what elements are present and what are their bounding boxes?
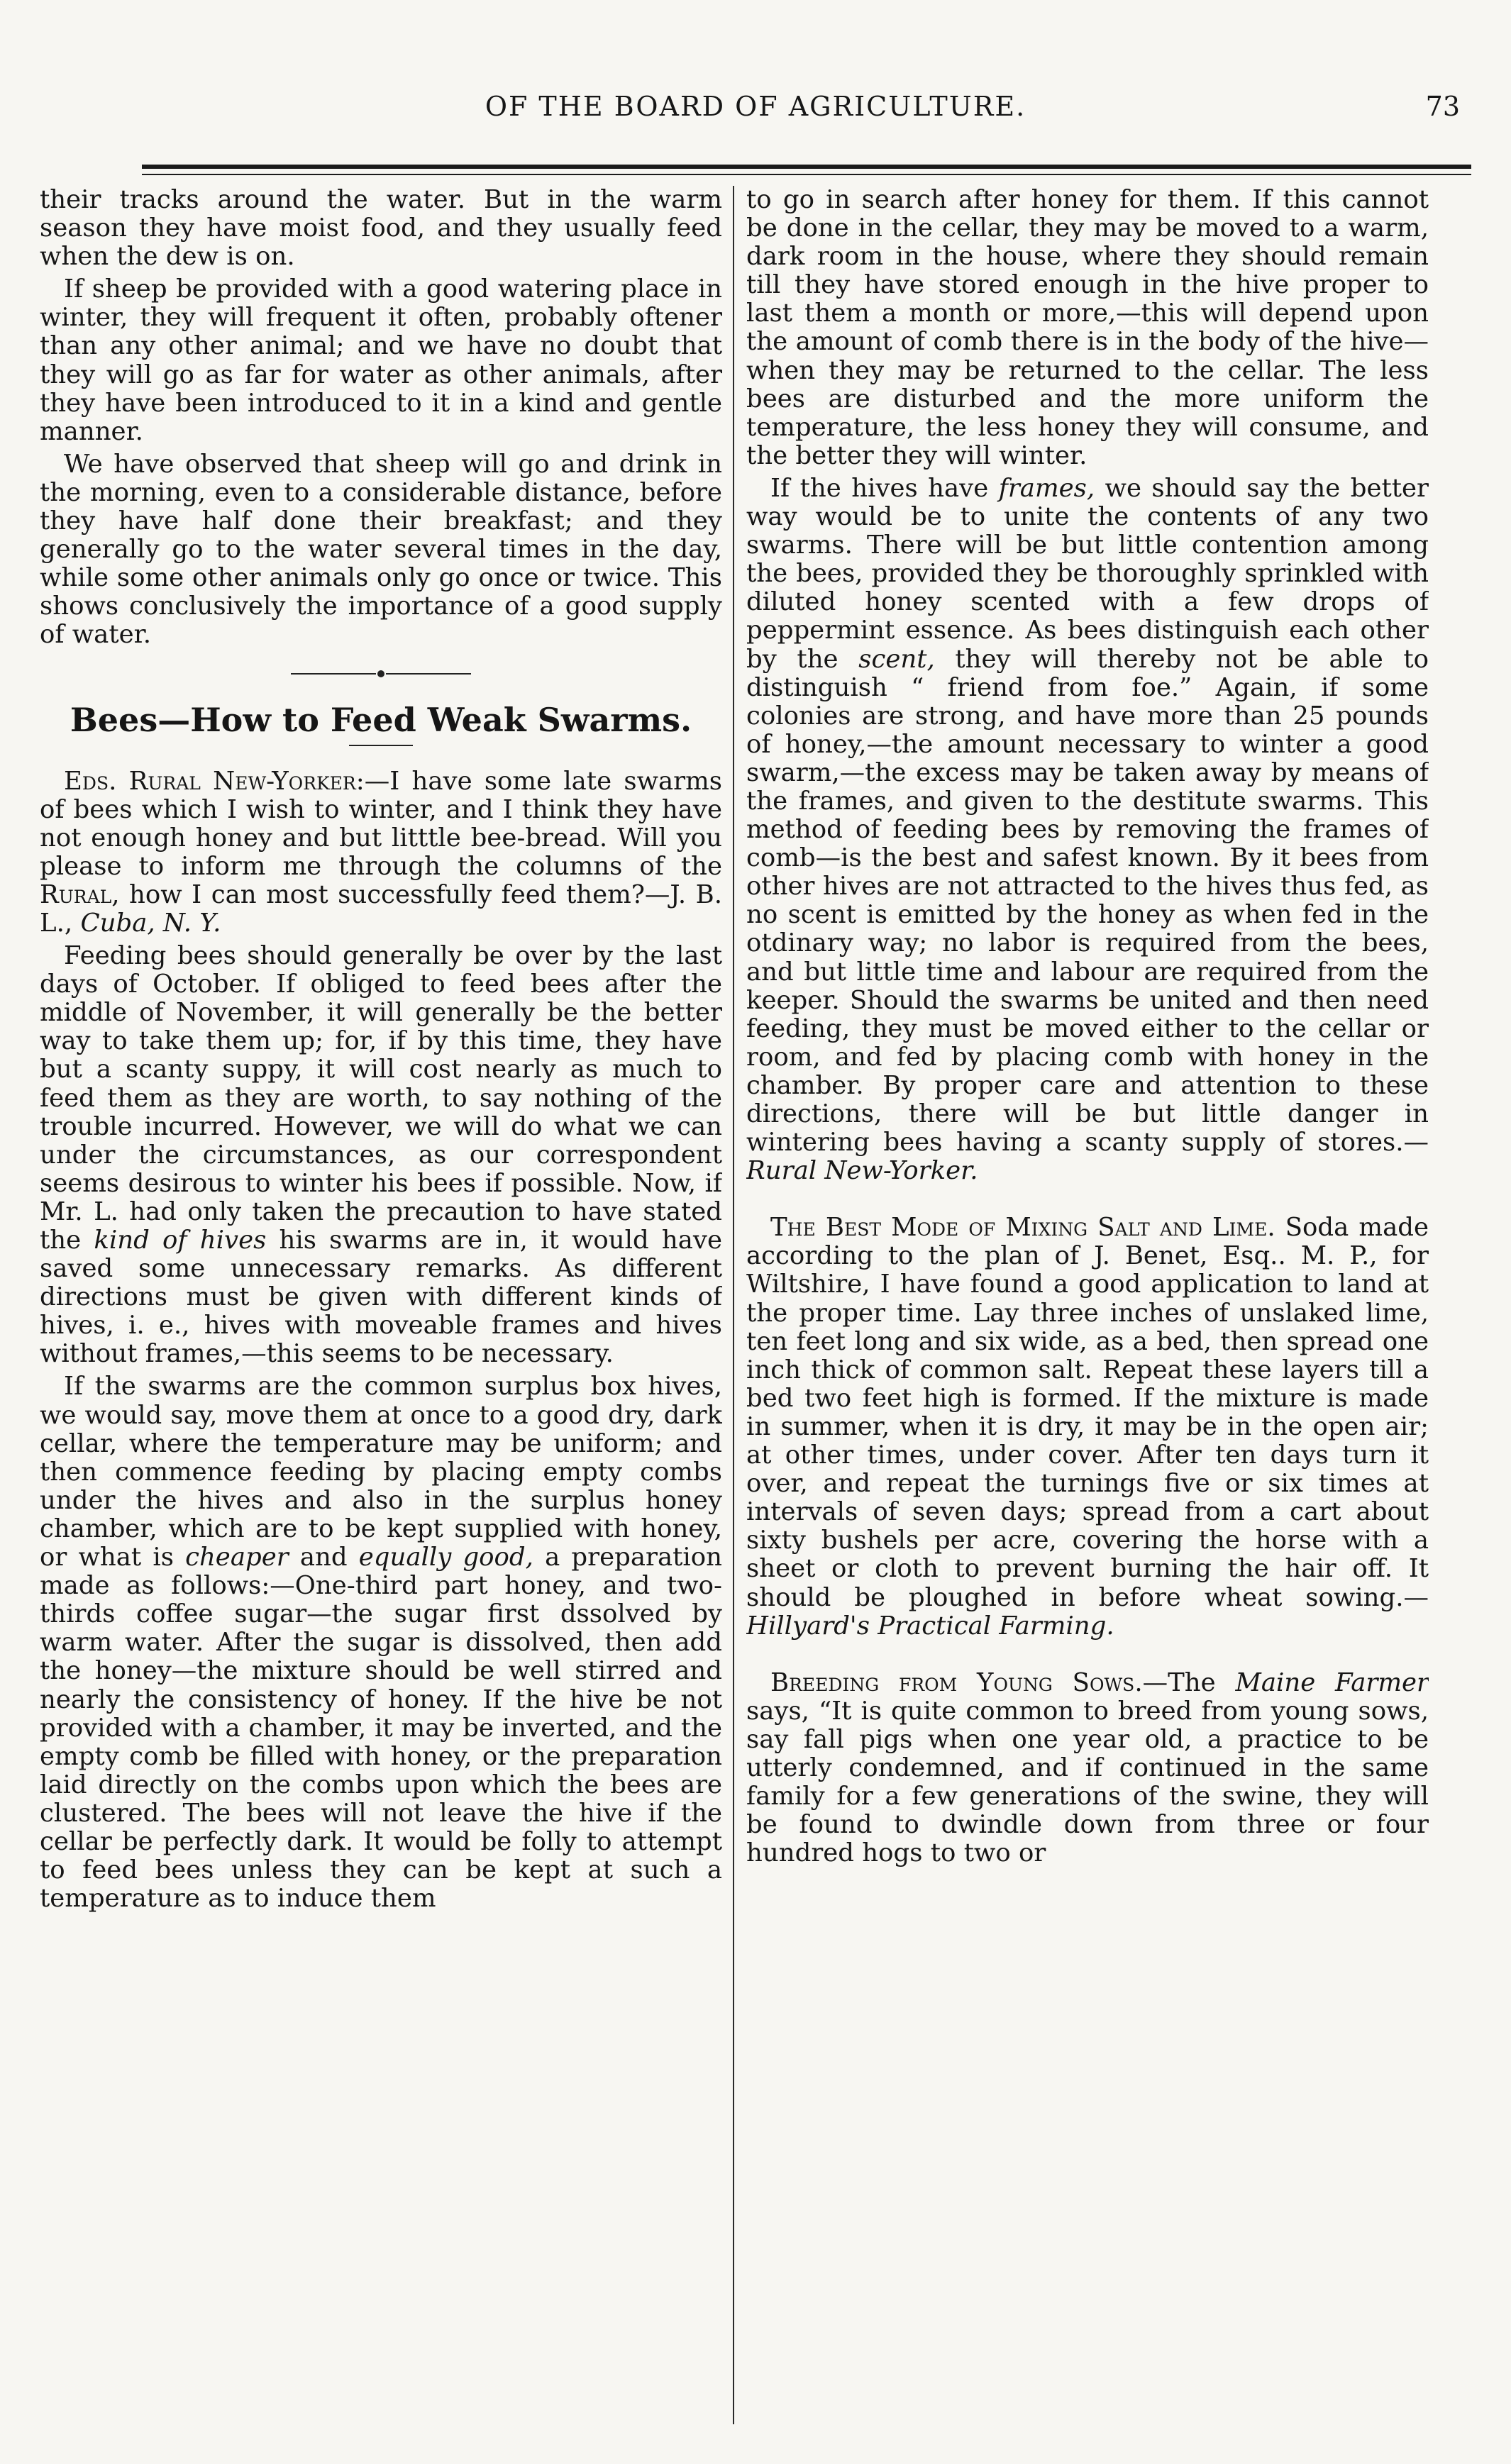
- salt-lime-paragraph: The Best Mode of Mixing Salt and Lime. Soda made according to the plan of J. Benet, Esq.. M. P., for Wiltshire, I have found a good application to land at the proper time. Lay three inches of unslaked lime, ten feet long and six wide, as a bed, then spread one inch thick of common salt. Repeat these layers till a bed two feet high is formed. If the mixture is made in summer, when it is dry, it may be in the open air; at other times, under cover. After ten days turn it over, and repeat the turnings five or six times at intervals of seven days; spread from a cart about sixty bushels per acre, covering the horse with a sheet or cloth to prevent burning the hair off. It should be ploughed in before wheat sowing.—Hillyard's Practical Farming.: [746, 1213, 1429, 1641]
- equally-good-em: equally good,: [358, 1543, 533, 1572]
- hillyard-source: Hillyard's Practical Farming.: [746, 1611, 1114, 1641]
- salt-lime-heading: The Best Mode of Mixing Salt and Lime.: [770, 1213, 1275, 1243]
- right-column: [746, 186, 1429, 2427]
- letter-rural: Rural: [40, 879, 112, 909]
- frames-em: frames,: [998, 473, 1095, 503]
- bees-paragraph-4: If the hives have frames, we should say the better way would be to unite the contents of any two swarms. There will be but little contention among the bees, provided they be thoroughly sprinkled with diluted honey scented with a few drops of peppermint essence. As bees distinguish each other by the scent, they will thereby not be able to distinguish “ friend from foe.” Again, if some colonies are strong, and have more than 25 pounds of honey,—the amount necessary to winter a good swarm,—the excess may be taken away by means of the frames, and given to the destitute swarms. This method of feeding bees by removing the frames of comb—is the best and safest known. By it bees from other hives are not attracted to the hives thus fed, as no scent is emitted by the honey as when fed in the otdinary way; no labor is required from the bees, and but little time and labour are required from the keeper. Should the swarms be united and then need feeding, they must be moved either to the cellar or room, and fed by placing comb with honey in the chamber. By proper care and attention to these directions, there will be but little danger in wintering bees having a scanty supply of stores.—Rural New-Yorker.: [746, 473, 1429, 1186]
- scent-em: scent,: [858, 644, 935, 674]
- page-number: 73: [1425, 91, 1460, 122]
- sheep-paragraph-3: We have observed that sheep will go and drink in the morning, even to a considerable distance, before they have half done their breakfast; and they generally go to the water several times in the day, while some other animals only go once or twice. This shows conclusively the importance of a good supply of water.: [40, 449, 722, 650]
- bees-heading: Bees—How to Feed Weak Swarms.: [70, 700, 692, 739]
- letter-end: , how I can most successfully feed them?—J. B. L.,: [40, 879, 722, 938]
- maine-farmer: Maine Farmer: [1235, 1667, 1429, 1697]
- bees-paragraph-1: Feeding bees should generally be over by the last days of October. If obliged to feed bees after the middle of November, it will generally be the better way to take them up; for, if by this time, they have but a scanty suppy, it will cost nearly as much to feed them as they are worth, to say nothing of the trouble incurred. However, we will do what we can under the circumstances, as our correspondent seems desirous to winter his bees if possible. Now, if Mr. L. had only taken the precaution to have stated the kind of hives his swarms are in, it would have saved some unnecessary remarks. As different directions must be given with different kinds of hives, i. e., hives with moveable frames and hives without frames,—this seems to be necessary.: [40, 941, 722, 1369]
- section-ornament: [40, 660, 722, 688]
- reader-letter: [40, 767, 722, 938]
- running-title: OF THE BOARD OF AGRICULTURE.: [485, 91, 1026, 122]
- letter-body: :—I have some late swarms of bees which I wish to winter, and I think they have not enough honey and but litttle bee-bread. Will you please to inform me through the columns of the: [40, 766, 722, 881]
- bees-paragraph-2: If the swarms are the common surplus box hives, we would say, move them at once to a good dry, dark cellar, where the temperature may be uniform; and then commence feeding by placing empty combs under the hives and also in the surplus honey chamber, which are to be kept supplied with honey, or what is cheaper and equally good, a preparation made as follows:—One-third part honey, and two-thirds coffee sugar—the sugar first dssolved by warm water. After the sugar is dissolved, then add the honey—the mixture should be well stirred and nearly the consistency of honey. If the hive be not provided with a chamber, it may be inverted, and the empty comb be filled with honey, or the preparation laid directly on the combs upon which the bees are clustered. The bees will not leave the hive if the cellar be perfectly dark. It would be folly to attempt to feed bees unless they can be kept at such a temperature as to induce them: [40, 1372, 722, 1914]
- young-sows-paragraph: Breeding from Young Sows.—The Maine Farmer says, “It is quite common to breed from young sows, say fall pigs when one year old, a practice to be utterly condemned, and if continued in the same family for a few generations of the swine, they will be found to dwindle down from three or four hundred hogs to two or: [746, 1667, 1429, 1868]
- young-sows-heading: Breeding from Young Sows.: [770, 1667, 1143, 1697]
- letter-place: Cuba, N. Y.: [80, 908, 221, 938]
- sheep-paragraph-2: If sheep be provided with a good watering place in winter, they will frequent it often, probably oftener than any other animal; and we have no doubt that they will go as far for water as other animals, after they have been introduced to it in a kind and gentle manner.: [40, 274, 722, 446]
- header-rule-thin: [142, 174, 1471, 175]
- bees-paragraph-3: to go in search after honey for them. If this cannot be done in the cellar, they may be moved to a warm, dark room in the house, where they should remain till they have stored enough in the hive proper to last them a month or more,—this will depend upon the amount of comb there is in the body of the hive—when they may be returned to the cellar. The less bees are disturbed and the more uniform the temperature, the less honey they will consume, and the better they will winter.: [746, 186, 1429, 470]
- sheep-paragraph-1: their tracks around the water. But in the warm season they have moist food, and they usually feed when the dew is on.: [40, 186, 722, 272]
- kind-of-hives: kind of hives: [94, 1226, 267, 1255]
- running-head: [43, 84, 1468, 140]
- heading-rule: [349, 745, 413, 746]
- column-divider: [733, 186, 734, 2424]
- ornament-dot: [377, 670, 384, 677]
- cheaper-em: cheaper: [185, 1543, 289, 1572]
- letter-salutation: Eds. Rural New-Yorker: [64, 766, 356, 796]
- header-rule-thick: [142, 165, 1471, 169]
- left-column: [40, 186, 722, 2427]
- rural-source: Rural New-Yorker.: [746, 1156, 978, 1186]
